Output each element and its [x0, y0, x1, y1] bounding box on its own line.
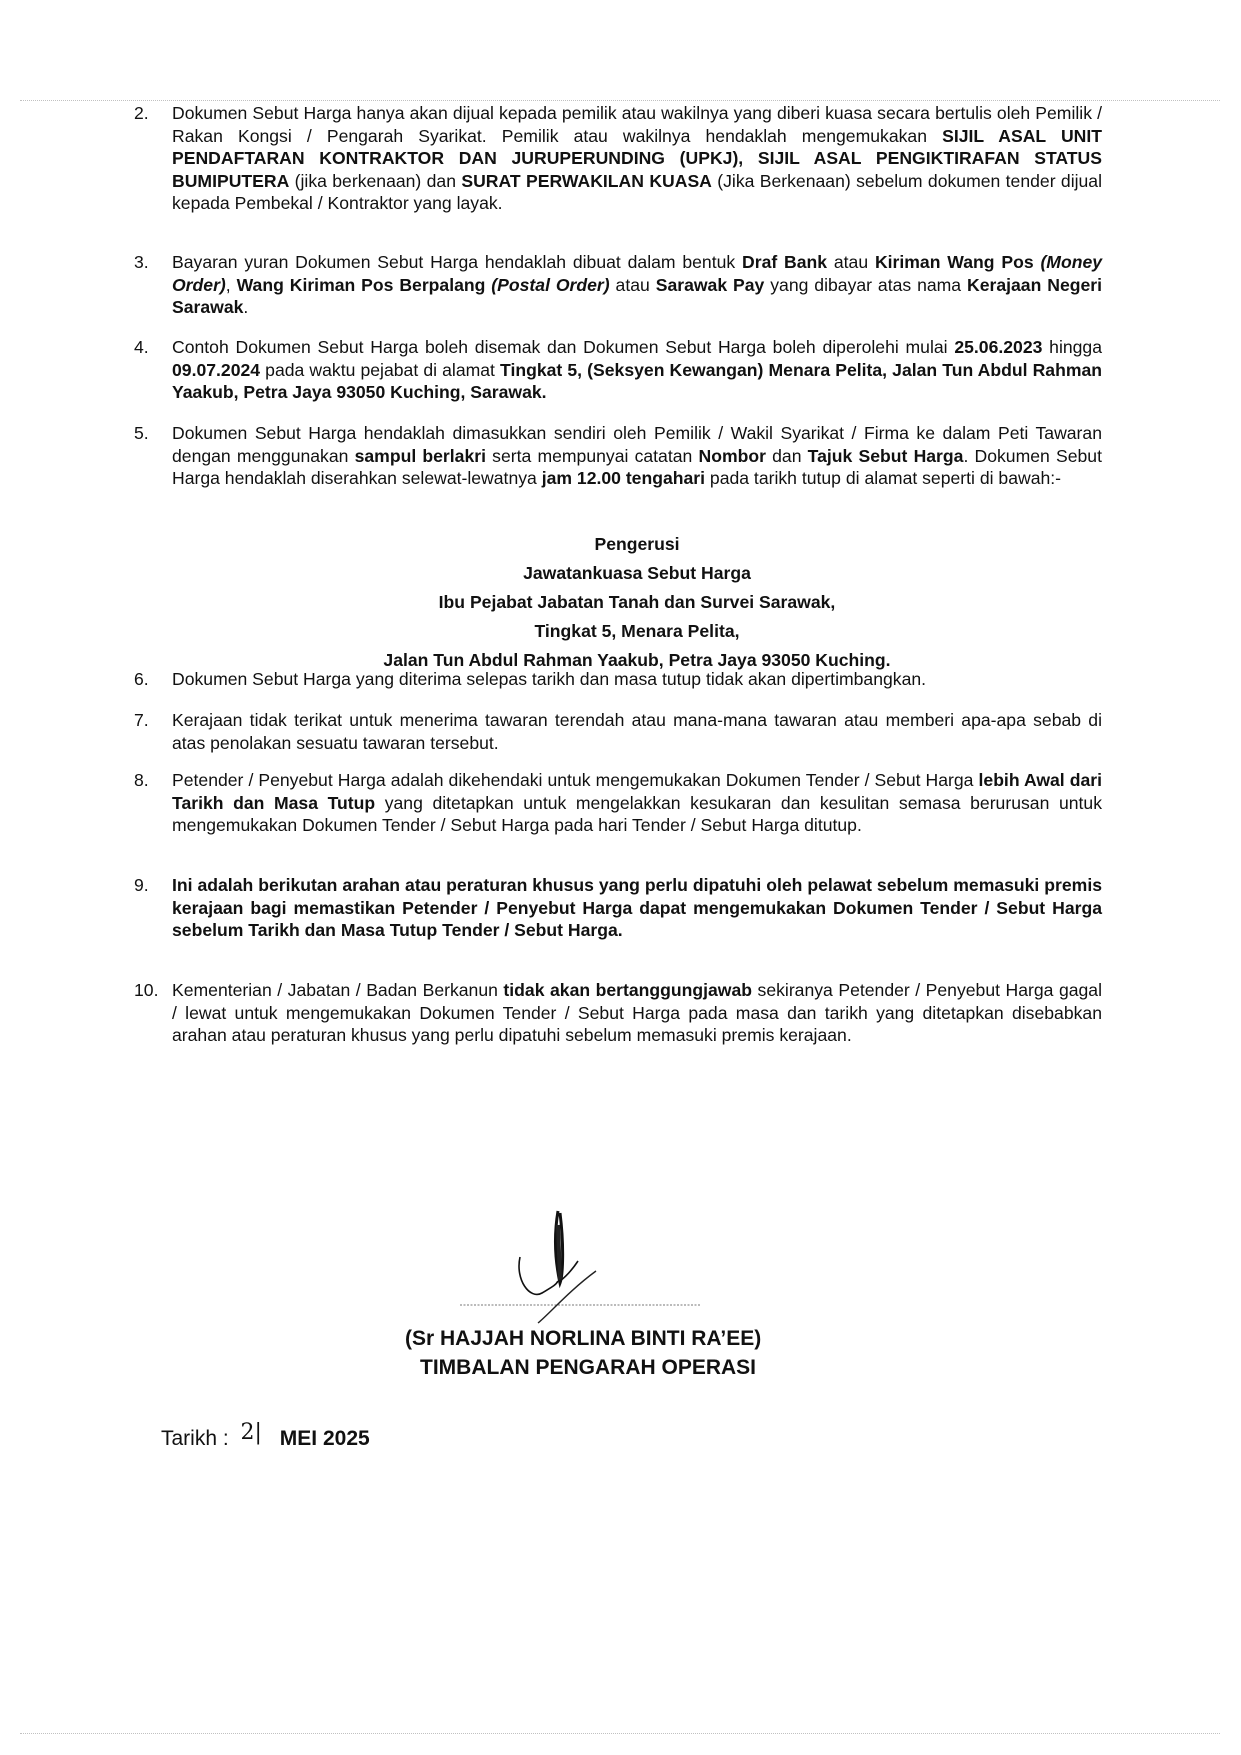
clause-10 — [134, 979, 1102, 1047]
clause-2 — [134, 102, 1102, 215]
text-run: atau — [827, 252, 875, 272]
bold-text: Kerajaan Negeri Sarawak — [172, 274, 1102, 317]
text-run: pada tarikh tutup di alamat seperti di bawah:- — [705, 468, 1062, 488]
clause-body — [172, 769, 1102, 837]
clause-number: 7. — [134, 710, 149, 730]
date-day-handwritten: 2| — [240, 1420, 262, 1445]
text-run: Dokumen Sebut Harga hanya akan dijual kepada pemilik atau wakilnya yang diberi kuasa secara bertulis oleh Pemilik / Rakan Kongsi / Pengarah Syarikat. Pemilik atau wakilnya hendaklah mengemukakan — [172, 103, 1102, 146]
text-run: pada waktu pejabat di alamat — [260, 359, 501, 380]
clause-number: 10. — [134, 980, 159, 1000]
address-line: Jalan Tun Abdul Rahman Yaakub, Petra Jaya 93050 Kuching. — [383, 650, 891, 670]
bold-text: Draf Bank — [742, 252, 828, 272]
text-run: hingga — [1042, 337, 1102, 357]
date-label: Tarikh : — [161, 1427, 229, 1450]
text-run: Kementerian / Jabatan / Badan Berkanun — [172, 980, 504, 1000]
clause-8 — [134, 769, 1102, 837]
bold-text: Sarawak Pay — [655, 274, 765, 295]
bold-text: tidak akan bertanggungjawab — [503, 980, 753, 1000]
clause-number: 9. — [134, 875, 149, 895]
bold-text: SIJIL ASAL UNIT PENDAFTARAN KONTRAKTOR DAN JURUPERUNDING (UPKJ), SIJIL ASAL PENGIKTIRAFAN STATUS BUMIPUTERA — [172, 125, 1102, 191]
clause-4 — [134, 336, 1102, 404]
text-run: . Dokumen Sebut Harga hendaklah diserahkan selewat-lewatnya — [172, 445, 1102, 488]
text-run: dan — [765, 445, 808, 466]
address-line: Pengerusi — [594, 534, 680, 554]
bold-text: sampul berlakri — [354, 445, 486, 466]
clause-body — [172, 422, 1102, 490]
bold-text: lebih Awal dari Tarikh dan Masa Tutup — [172, 770, 1102, 813]
bold-text: Wang Kiriman Pos Berpalang — [236, 274, 486, 295]
clause-9 — [134, 874, 1102, 942]
clause-body — [172, 979, 1102, 1047]
bold-text: Tingkat 5, (Seksyen Kewangan) Menara Pelita, Jalan Tun Abdul Rahman Yaakub, Petra Jaya 93050 Kuching, Sarawak. — [172, 359, 1102, 402]
address-line: Ibu Pejabat Jabatan Tanah dan Survei Sarawak, — [438, 592, 836, 612]
clause-number: 8. — [134, 770, 149, 790]
bold-text: jam 12.00 tengahari — [541, 468, 706, 488]
clause-body — [172, 102, 1102, 215]
scan-artifact-bottom — [20, 1733, 1220, 1736]
text-run: Bayaran yuran Dokumen Sebut Harga hendaklah dibuat dalam bentuk — [172, 252, 743, 272]
address-line: Tingkat 5, Menara Pelita, — [534, 621, 740, 641]
address-line: Jawatankuasa Sebut Harga — [523, 563, 751, 583]
clause-number: 5. — [134, 423, 149, 443]
text-run: sekiranya Petender / Penyebut Harga gagal / lewat untuk mengemukakan Dokumen Tender / Sebut Harga pada masa dan tarikh yang ditetapkan disebabkan arahan atau peraturan khusus yang perlu dipatuhi sebelum memasuki premis kerajaan. — [172, 980, 1102, 1045]
clause-3 — [134, 251, 1102, 319]
clause-7 — [134, 709, 1102, 754]
signatory-title: TIMBALAN PENGARAH OPERASI — [420, 1356, 757, 1379]
bold-text: 25.06.2023 — [954, 337, 1043, 357]
clause-number: 3. — [134, 252, 149, 272]
text-run: Petender / Penyebut Harga adalah dikehendaki untuk mengemukakan Dokumen Tender / Sebut Harga — [172, 770, 979, 790]
handwritten-signature — [460, 1205, 800, 1335]
text-run: (Jika Berkenaan) sebelum dokumen tender dijual kepada Pembekal / Kontraktor yang layak. — [172, 170, 1102, 213]
submission-address — [172, 530, 1102, 675]
bold-text: Kiriman Wang Pos — [874, 252, 1034, 272]
text-run: . — [243, 297, 249, 317]
text-run: Dokumen Sebut Harga hendaklah dimasukkan sendiri oleh Pemilik / Wakil Syarikat / Firma ke dalam Peti Tawaran dengan menggunakan — [172, 423, 1102, 466]
text-run: serta mempunyai catatan — [485, 445, 699, 466]
bold-italic-text: (Postal Order) — [491, 274, 610, 295]
bold-text: Nombor — [698, 445, 766, 466]
clause-body — [172, 251, 1102, 319]
clause-body — [172, 668, 1102, 691]
text-run: atau — [609, 274, 656, 295]
signatory-name: (Sr HAJJAH NORLINA BINTI RA’EE) — [405, 1327, 762, 1350]
clause-number: 6. — [134, 669, 149, 689]
date-month-year: MEI 2025 — [279, 1427, 370, 1450]
bold-italic-text: (Money Order) — [172, 252, 1103, 295]
clause-number: 2. — [134, 103, 149, 123]
bold-text: Ini adalah berikutan arahan atau peraturan khusus yang perlu dipatuhi oleh pelawat sebelum memasuki premis kerajaan bagi memastikan Petender / Penyebut Harga dapat mengemukakan Dokumen Tender / Sebut Harga sebelum Tarikh dan Masa Tutup Tender / Sebut Harga. — [172, 875, 1102, 940]
clause-body — [172, 874, 1102, 942]
text-run: , — [225, 274, 237, 295]
text-run: yang ditetapkan untuk mengelakkan kesukaran dan kesulitan semasa berurusan untuk mengemukakan Dokumen Tender / Sebut Harga pada hari Tender / Sebut Harga ditutup. — [172, 792, 1102, 835]
clause-number: 4. — [134, 337, 149, 357]
clause-6 — [134, 668, 1102, 691]
text-run: yang dibayar atas nama — [764, 274, 967, 295]
bold-text: Tajuk Sebut Harga — [807, 445, 964, 466]
text-run: Contoh Dokumen Sebut Harga boleh disemak dan Dokumen Sebut Harga boleh diperolehi mulai — [172, 337, 955, 357]
text-run: Kerajaan tidak terikat untuk menerima tawaran terendah atau mana-mana tawaran atau memberi apa-apa sebab di atas penolakan sesuatu tawaran tersebut. — [172, 710, 1102, 753]
clause-5 — [134, 422, 1102, 490]
document-date — [161, 1420, 370, 1451]
bold-text: 09.07.2024 — [172, 359, 261, 380]
clause-body — [172, 709, 1102, 754]
text-run: (jika berkenaan) dan — [289, 170, 462, 191]
text-run: Dokumen Sebut Harga yang diterima selepas tarikh dan masa tutup tidak akan dipertimbangkan. — [172, 669, 927, 689]
clause-body — [172, 336, 1102, 404]
bold-text: SURAT PERWAKILAN KUASA — [461, 170, 712, 191]
